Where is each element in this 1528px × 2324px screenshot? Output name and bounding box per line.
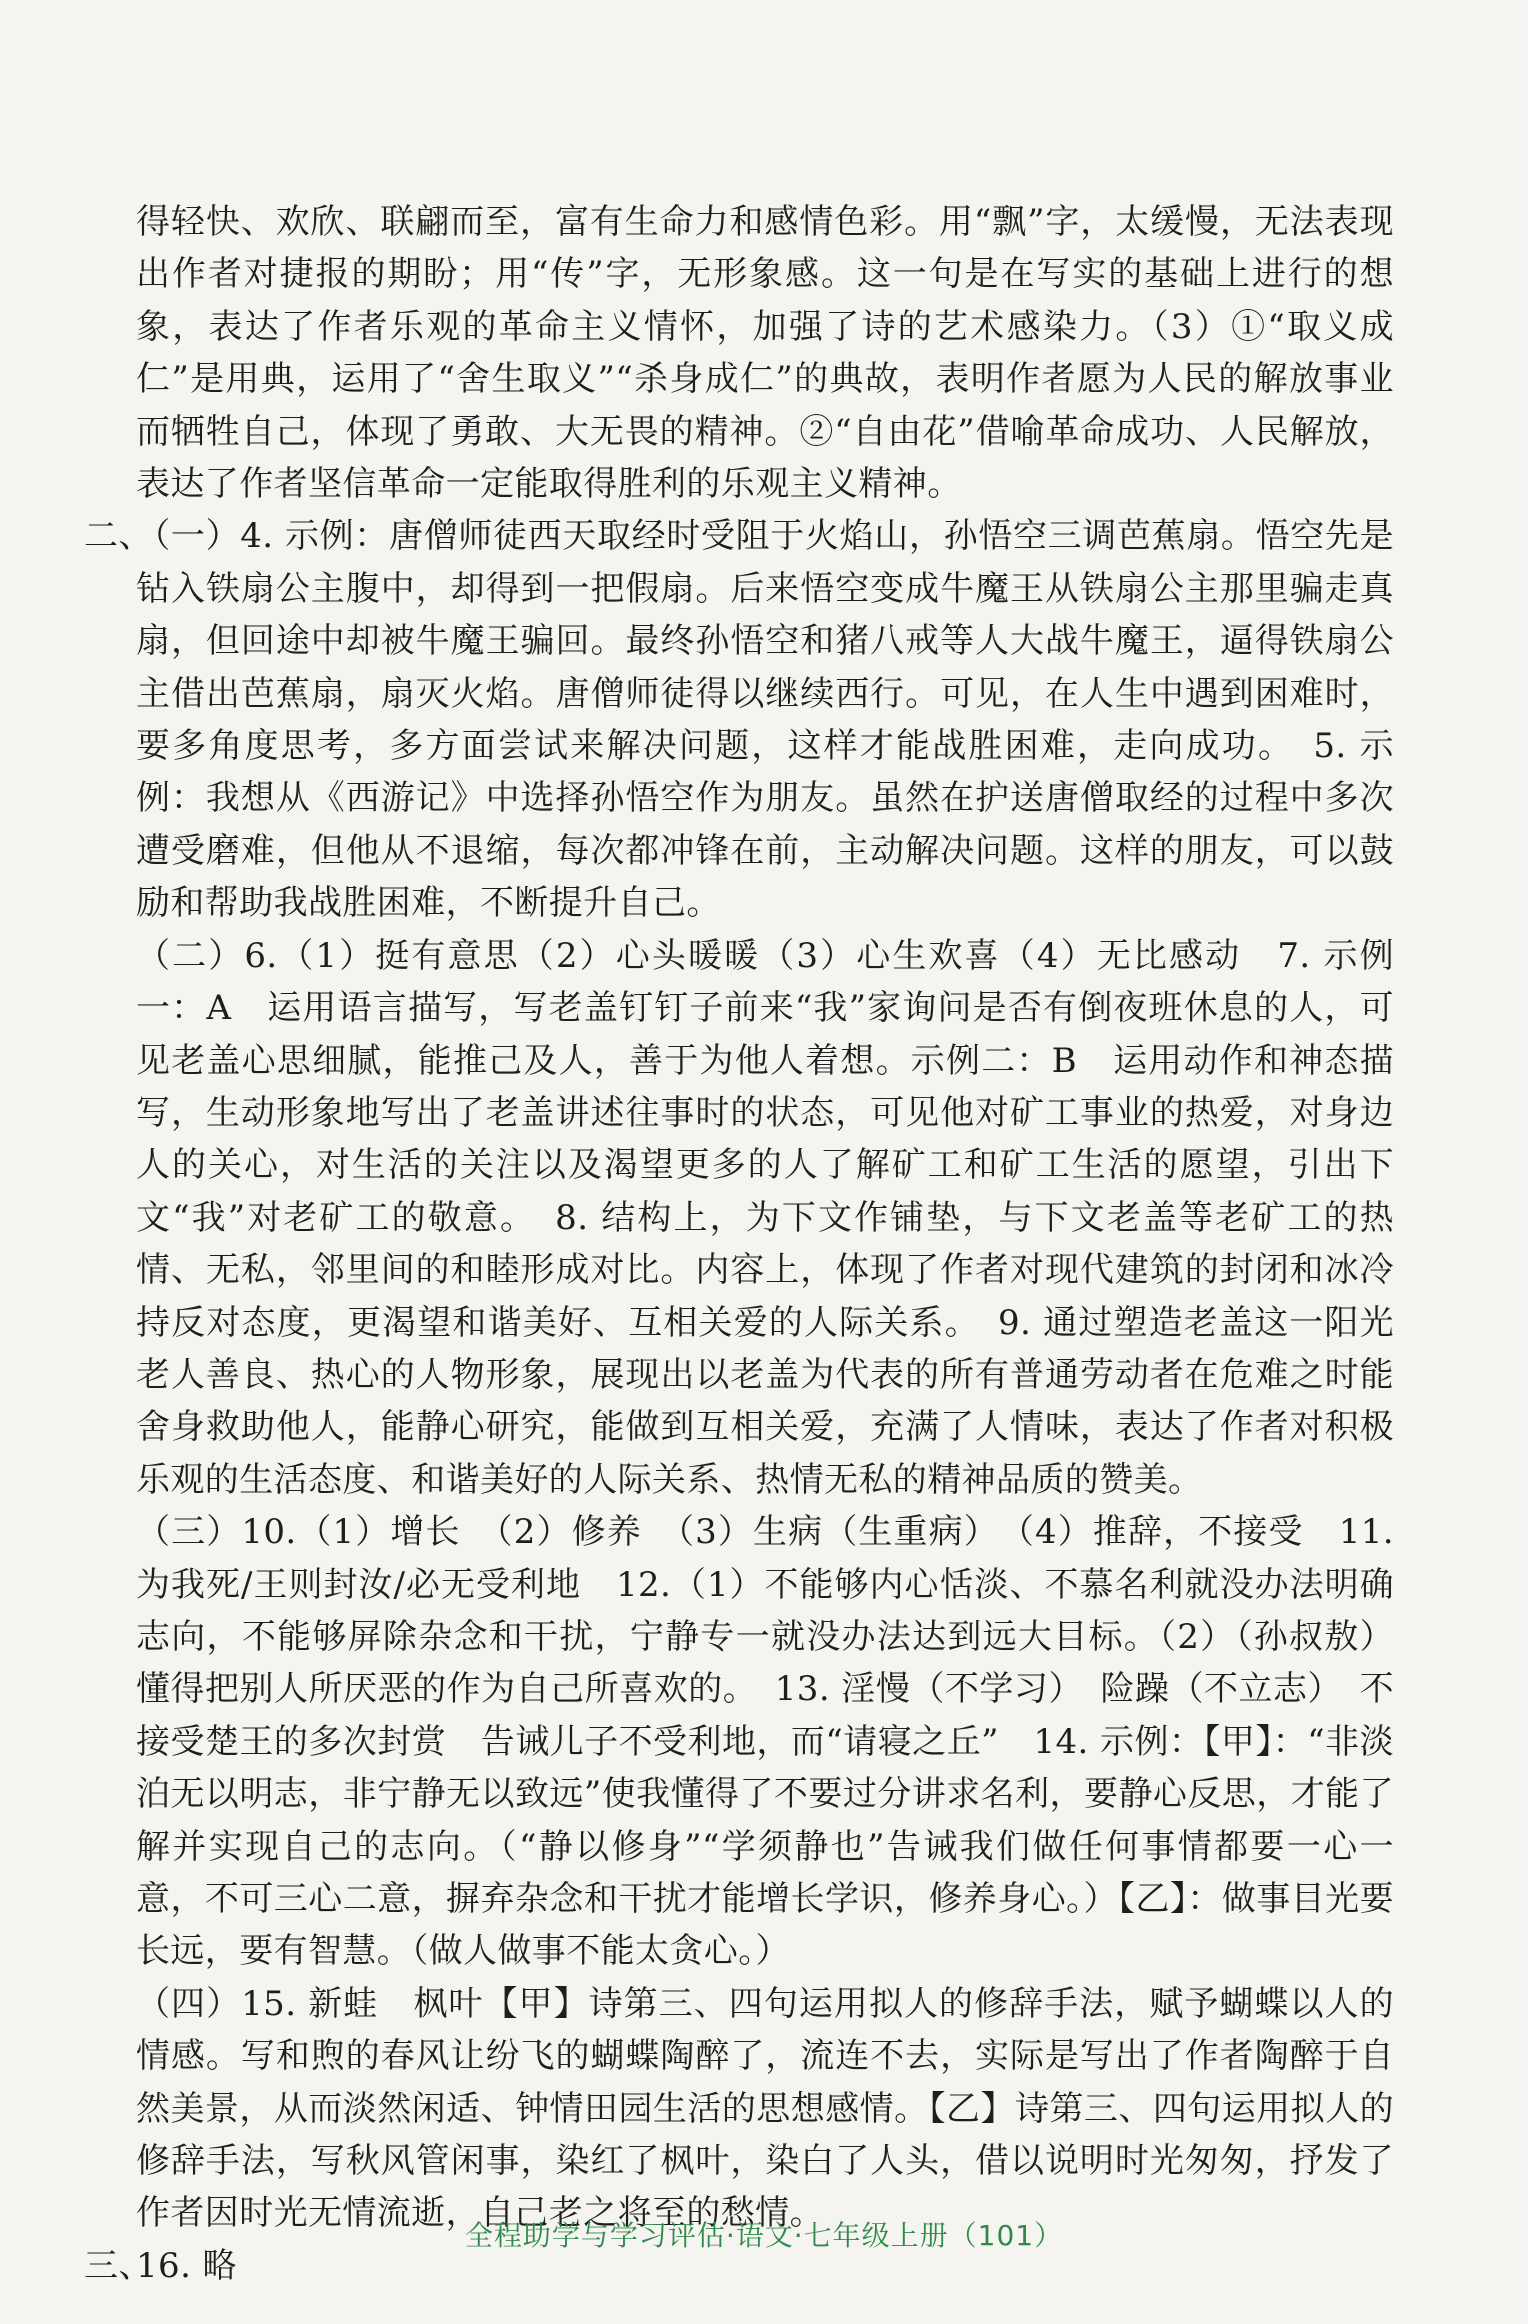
page-footer: 全程助学与学习评估·语文·七年级上册（101） bbox=[464, 2219, 1064, 2252]
paragraph-section-two-part-three: （三）10.（1）增长 （2）修养 （3）生病（生重病） （4）推辞，不接受 11. 为我死/王则封汝/必无受利地 12.（1）不能够内心恬淡、不慕名利就没办法明确志向，不能够屏除杂念和干扰，宁静专一就没办法达到远大目标。（2）（孙叔敖）懂得把别人所厌恶的作为自己所喜欢的。 13. 淫慢（不学习） 险躁（不立志） 不接受楚王的多次封赏 告诫儿子不受利地，而“请寝之丘” 14. 示例：【甲】：“非淡泊无以明志，非宁静无以致远”使我懂得了不要过分讲求名利，要静心反思，才能了解并实现自己的志向。（“静以修身”“学须静也”告诫我们做任何事情都要一心一意，不可三心二意，摒弃杂念和干扰才能增长学识，修养身心。）【乙】：做事目光要长远，要有智慧。（做人做事不能太贪心。） bbox=[136, 1512, 1394, 1972]
section-two bbox=[84, 510, 1394, 2239]
answer-content bbox=[84, 196, 1394, 2292]
paragraph-text: （一）4. 示例：唐僧师徒西天取经时受阻于火焰山，孙悟空三调芭蕉扇。悟空先是钻入铁扇公主腹中，却得到一把假扇。后来悟空变成牛魔王从铁扇公主那里骗走真扇，但回途中却被牛魔王骗回。最终孙悟空和猪八戒等人大战牛魔王，逼得铁扇公主借出芭蕉扇，扇灭火焰。唐僧师徒得以继续西行。可见，在人生中遇到困难时，要多角度思考，多方面尝试来解决问题，这样才能战胜困难，走向成功。 5. 示例：我想从《西游记》中选择孙悟空作为朋友。虽然在护送唐僧取经的过程中多次遭受磨难，但他从不退缩，每次都冲锋在前，主动解决问题。这样的朋友，可以鼓励和帮助我战胜困难，不断提升自己。 bbox=[136, 516, 1394, 924]
paragraph-continuation: 得轻快、欢欣、联翩而至，富有生命力和感情色彩。用“飘”字，太缓慢，无法表现出作者对捷报的期盼；用“传”字，无形象感。这一句是在写实的基础上进行的想象，表达了作者乐观的革命主义情怀，加强了诗的艺术感染力。（3）①“取义成仁”是用典，运用了“舍生取义”“杀身成仁”的典故，表明作者愿为人民的解放事业而牺牲自己，体现了勇敢、大无畏的精神。②“自由花”借喻革命成功、人民解放，表达了作者坚信革命一定能取得胜利的乐观主义精神。 bbox=[136, 202, 1394, 505]
paragraph-section-two-part-four: （四）15. 新蛙 枫叶【甲】诗第三、四句运用拟人的修辞手法，赋予蝴蝶以人的情感。写和煦的春风让纷飞的蝴蝶陶醉了，流连不去，实际是写出了作者陶醉于自然美景，从而淡然闲适、钟情田园生活的思想感情。【乙】诗第三、四句运用拟人的修辞手法，写秋风管闲事，染红了枫叶，染白了人头，借以说明时光匆匆，抒发了作者因时光无情流逝，自己老之将至的愁情。 bbox=[136, 1983, 1394, 2234]
section-number: 三、 bbox=[84, 2245, 153, 2286]
paragraph-section-two-part-one bbox=[84, 510, 1394, 929]
paragraph-text: 16. 略 bbox=[136, 2245, 237, 2286]
section-number: 二、 bbox=[84, 516, 153, 557]
paragraph-section-two-part-two: （二）6.（1）挺有意思（2）心头暖暖（3）心生欢喜（4）无比感动 7. 示例一：A 运用语言描写，写老盖钉钉子前来“我”家询问是否有倒夜班休息的人，可见老盖心思细腻，能推己及人，善于为他人着想。示例二：B 运用动作和神态描写，生动形象地写出了老盖讲述往事时的状态，可见他对矿工事业的热爱，对身边人的关心，对生活的关注以及渴望更多的人了解矿工和矿工生活的愿望，引出下文“我”对老矿工的敬意。 8. 结构上，为下文作铺垫，与下文老盖等老矿工的热情、无私，邻里间的和睦形成对比。内容上，体现了作者对现代建筑的封闭和冰冷持反对态度，更渴望和谐美好、互相关爱的人际关系。 9. 通过塑造老盖这一阳光老人善良、热心的人物形象，展现出以老盖为代表的所有普通劳动者在危难之时能舍身救助他人，能静心研究，能做到互相关爱，充满了人情味，表达了作者对积极乐观的生活态度、和谐美好的人际关系、热情无私的精神品质的赞美。 bbox=[136, 935, 1394, 1500]
